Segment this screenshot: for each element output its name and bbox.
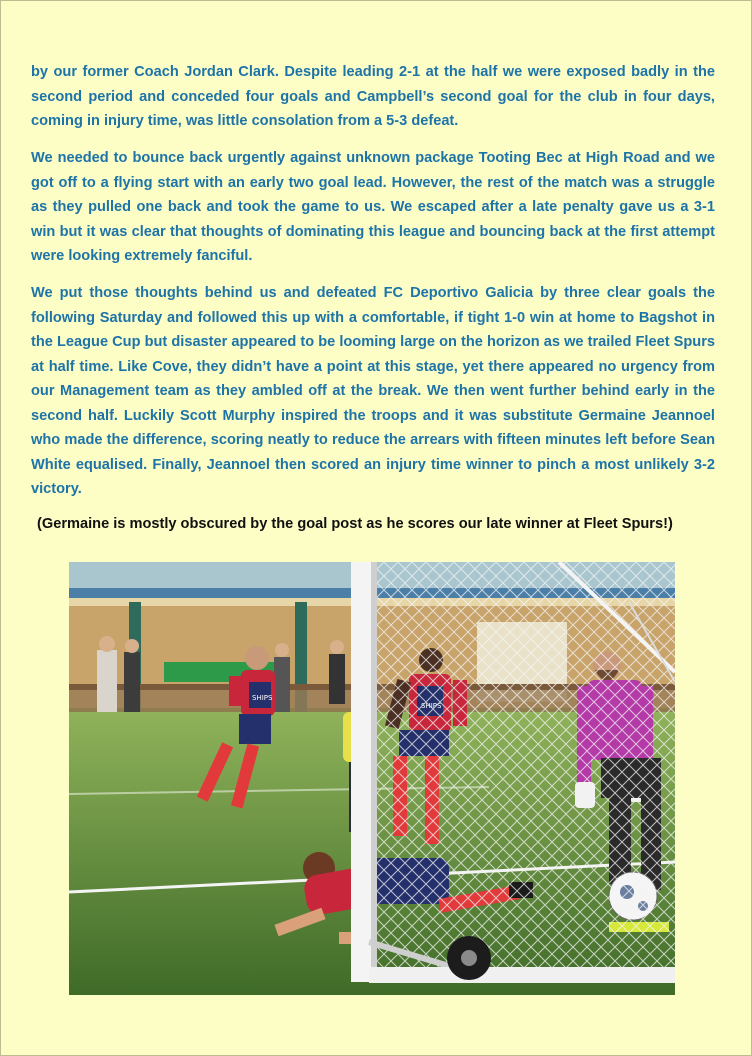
match-photo: [69, 562, 675, 995]
photo-caption: (Germaine is mostly obscured by the goal post as he scores our late winner at Fleet Spurs!): [37, 516, 673, 532]
goal-net: [359, 562, 675, 982]
paragraph-3: We put those thoughts behind us and defeated FC Deportivo Galicia by three clear goals the following Saturday and followed this up with a comfortable, if tight 1-0 win at home to Bagshot in the League Cup but disaster appeared to be looming large on the horizon as we trailed Fleet Spurs at half time. Like Cove, they didn’t have a point at this stage, yet there appeared no urgency from our Management team as they ambled off at the break. We then went further behind early in the second half. Luckily Scott Murphy inspired the troops and it was substitute Germaine Jeannoel who made the difference, scoring neatly to reduce the arrears with fifteen minutes left before Sean White equalised. Finally, Jeannoel then scored an injury time winner to pinch a most unlikely 3-2 victory.: [31, 285, 715, 497]
svg-text:SHIPS: SHIPS: [252, 694, 273, 702]
paragraph-1: by our former Coach Jordan Clark. Despite leading 2-1 at the half we were exposed badly in the second period and conceded four goals and Campbell’s second goal for the club in four days, coming in injury time, was little consolation from a 5-3 defeat.: [31, 64, 715, 129]
paragraph-2: We needed to bounce back urgently against unknown package Tooting Bec at High Road and we got off to a flying start with an early two goal lead. However, the rest of the match was a struggle as they pulled one back and took the game to us. We escaped after a late penalty gave us a 3-1 win but it was clear that thoughts of dominating this league and bouncing back at the first attempt were looking extremely fanciful.: [31, 150, 715, 264]
